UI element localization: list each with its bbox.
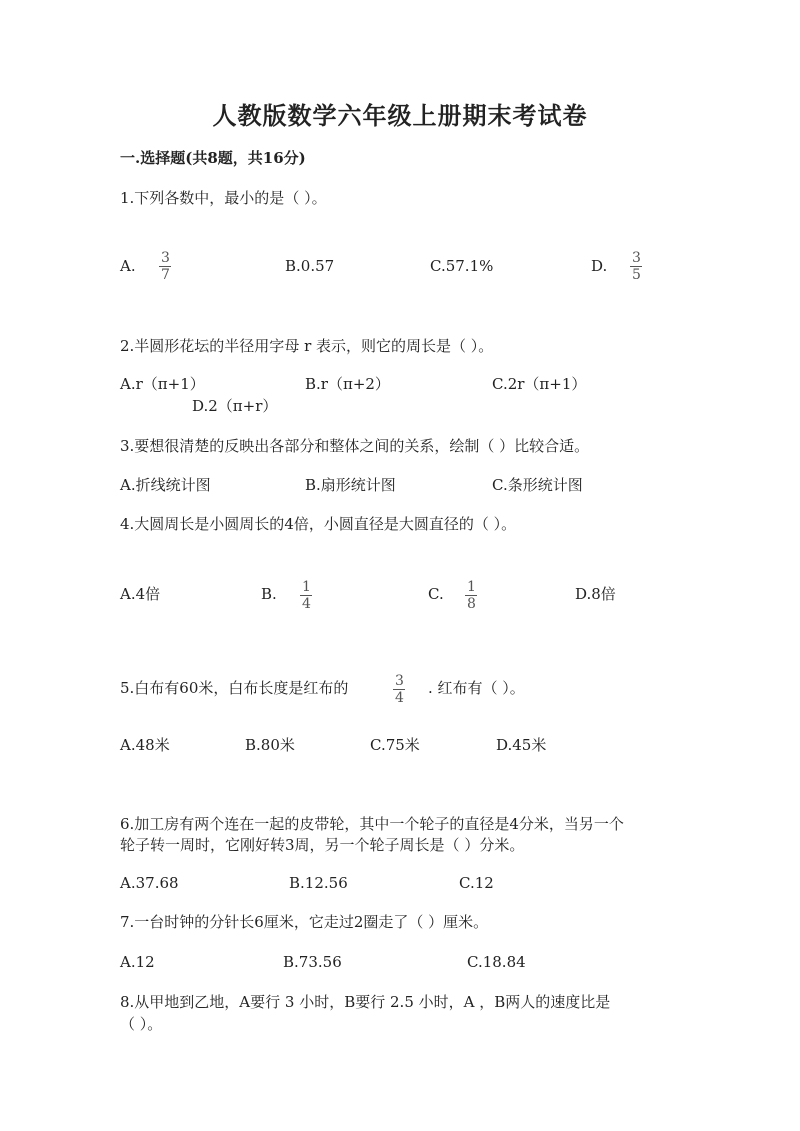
fraction-numerator: 3 bbox=[161, 250, 170, 266]
q2-option-b: B.r（π+2） bbox=[305, 375, 390, 393]
q5-option-a: A.48米 bbox=[120, 736, 170, 754]
q4-option-c-fraction bbox=[465, 580, 478, 611]
q7-option-b: B.73.56 bbox=[283, 953, 342, 971]
fraction-numerator: 1 bbox=[467, 579, 476, 595]
q7-option-c: C.18.84 bbox=[467, 953, 526, 971]
q5-option-b: B.80米 bbox=[245, 736, 295, 754]
fraction-denominator: 5 bbox=[632, 267, 641, 283]
q4-option-c-label: C. bbox=[428, 585, 444, 603]
q6-option-b: B.12.56 bbox=[289, 874, 348, 892]
question-6-stem-line-2: 轮子转一周时，它刚好转3周，另一个轮子周长是（ ）分米。 bbox=[120, 836, 525, 854]
q4-option-a: A.4倍 bbox=[120, 585, 161, 603]
q4-option-d: D.8倍 bbox=[575, 585, 616, 603]
fraction-denominator: 8 bbox=[467, 596, 476, 612]
q6-option-c: C.12 bbox=[459, 874, 494, 892]
question-6-stem-line-1: 6.加工房有两个连在一起的皮带轮，其中一个轮子的直径是4分米，当另一个 bbox=[120, 815, 624, 833]
q1-option-d-label: D. bbox=[591, 257, 608, 275]
question-5-stem-end: . 红布有（ ）。 bbox=[428, 679, 525, 697]
q2-option-d: D.2（π+r） bbox=[192, 397, 278, 415]
q2-option-c: C.2r（π+1） bbox=[492, 375, 587, 393]
q5-fraction bbox=[393, 674, 406, 705]
q3-option-b: B.扇形统计图 bbox=[305, 476, 396, 494]
q1-option-b: B.0.57 bbox=[285, 257, 335, 275]
fraction-denominator: 4 bbox=[395, 690, 404, 706]
question-3-stem: 3.要想很清楚的反映出各部分和整体之间的关系，绘制（ ）比较合适。 bbox=[120, 437, 590, 455]
question-1-stem: 1.下列各数中，最小的是（ ）。 bbox=[120, 189, 327, 207]
fraction-numerator: 3 bbox=[632, 250, 641, 266]
q1-option-a-label: A. bbox=[120, 257, 136, 275]
question-8-stem-line-2: （ ）。 bbox=[120, 1015, 163, 1033]
fraction-numerator: 3 bbox=[395, 673, 404, 689]
q3-option-a: A.折线统计图 bbox=[120, 476, 211, 494]
q1-option-c: C.57.1% bbox=[430, 257, 494, 275]
fraction-numerator: 1 bbox=[302, 579, 311, 595]
q7-option-a: A.12 bbox=[120, 953, 155, 971]
question-5-stem-start: 5.白布有60米，白布长度是红布的 bbox=[120, 679, 349, 697]
q4-option-b-fraction bbox=[300, 580, 313, 611]
q5-option-c: C.75米 bbox=[370, 736, 420, 754]
q2-option-a: A.r（π+1） bbox=[120, 375, 205, 393]
fraction-denominator: 4 bbox=[302, 596, 311, 612]
q6-option-a: A.37.68 bbox=[120, 874, 179, 892]
question-2-stem: 2.半圆形花坛的半径用字母 r 表示，则它的周长是（ ）。 bbox=[120, 337, 494, 355]
question-7-stem: 7.一台时钟的分针长6厘米，它走过2圈走了（ ）厘米。 bbox=[120, 913, 489, 931]
q5-option-d: D.45米 bbox=[496, 736, 547, 754]
q4-option-b-label: B. bbox=[261, 585, 277, 603]
section-heading: 一.选择题(共8题，共16分) bbox=[120, 149, 306, 167]
q1-option-a-fraction bbox=[159, 251, 172, 282]
question-8-stem-line-1: 8.从甲地到乙地，A要行 3 小时，B要行 2.5 小时，A ，B两人的速度比是 bbox=[120, 993, 611, 1011]
exam-title: 人教版数学六年级上册期末考试卷 bbox=[212, 101, 588, 130]
fraction-denominator: 7 bbox=[161, 267, 170, 283]
q3-option-c: C.条形统计图 bbox=[492, 476, 583, 494]
question-4-stem: 4.大圆周长是小圆周长的4倍，小圆直径是大圆直径的（ ）。 bbox=[120, 515, 517, 533]
q1-option-d-fraction bbox=[630, 251, 643, 282]
